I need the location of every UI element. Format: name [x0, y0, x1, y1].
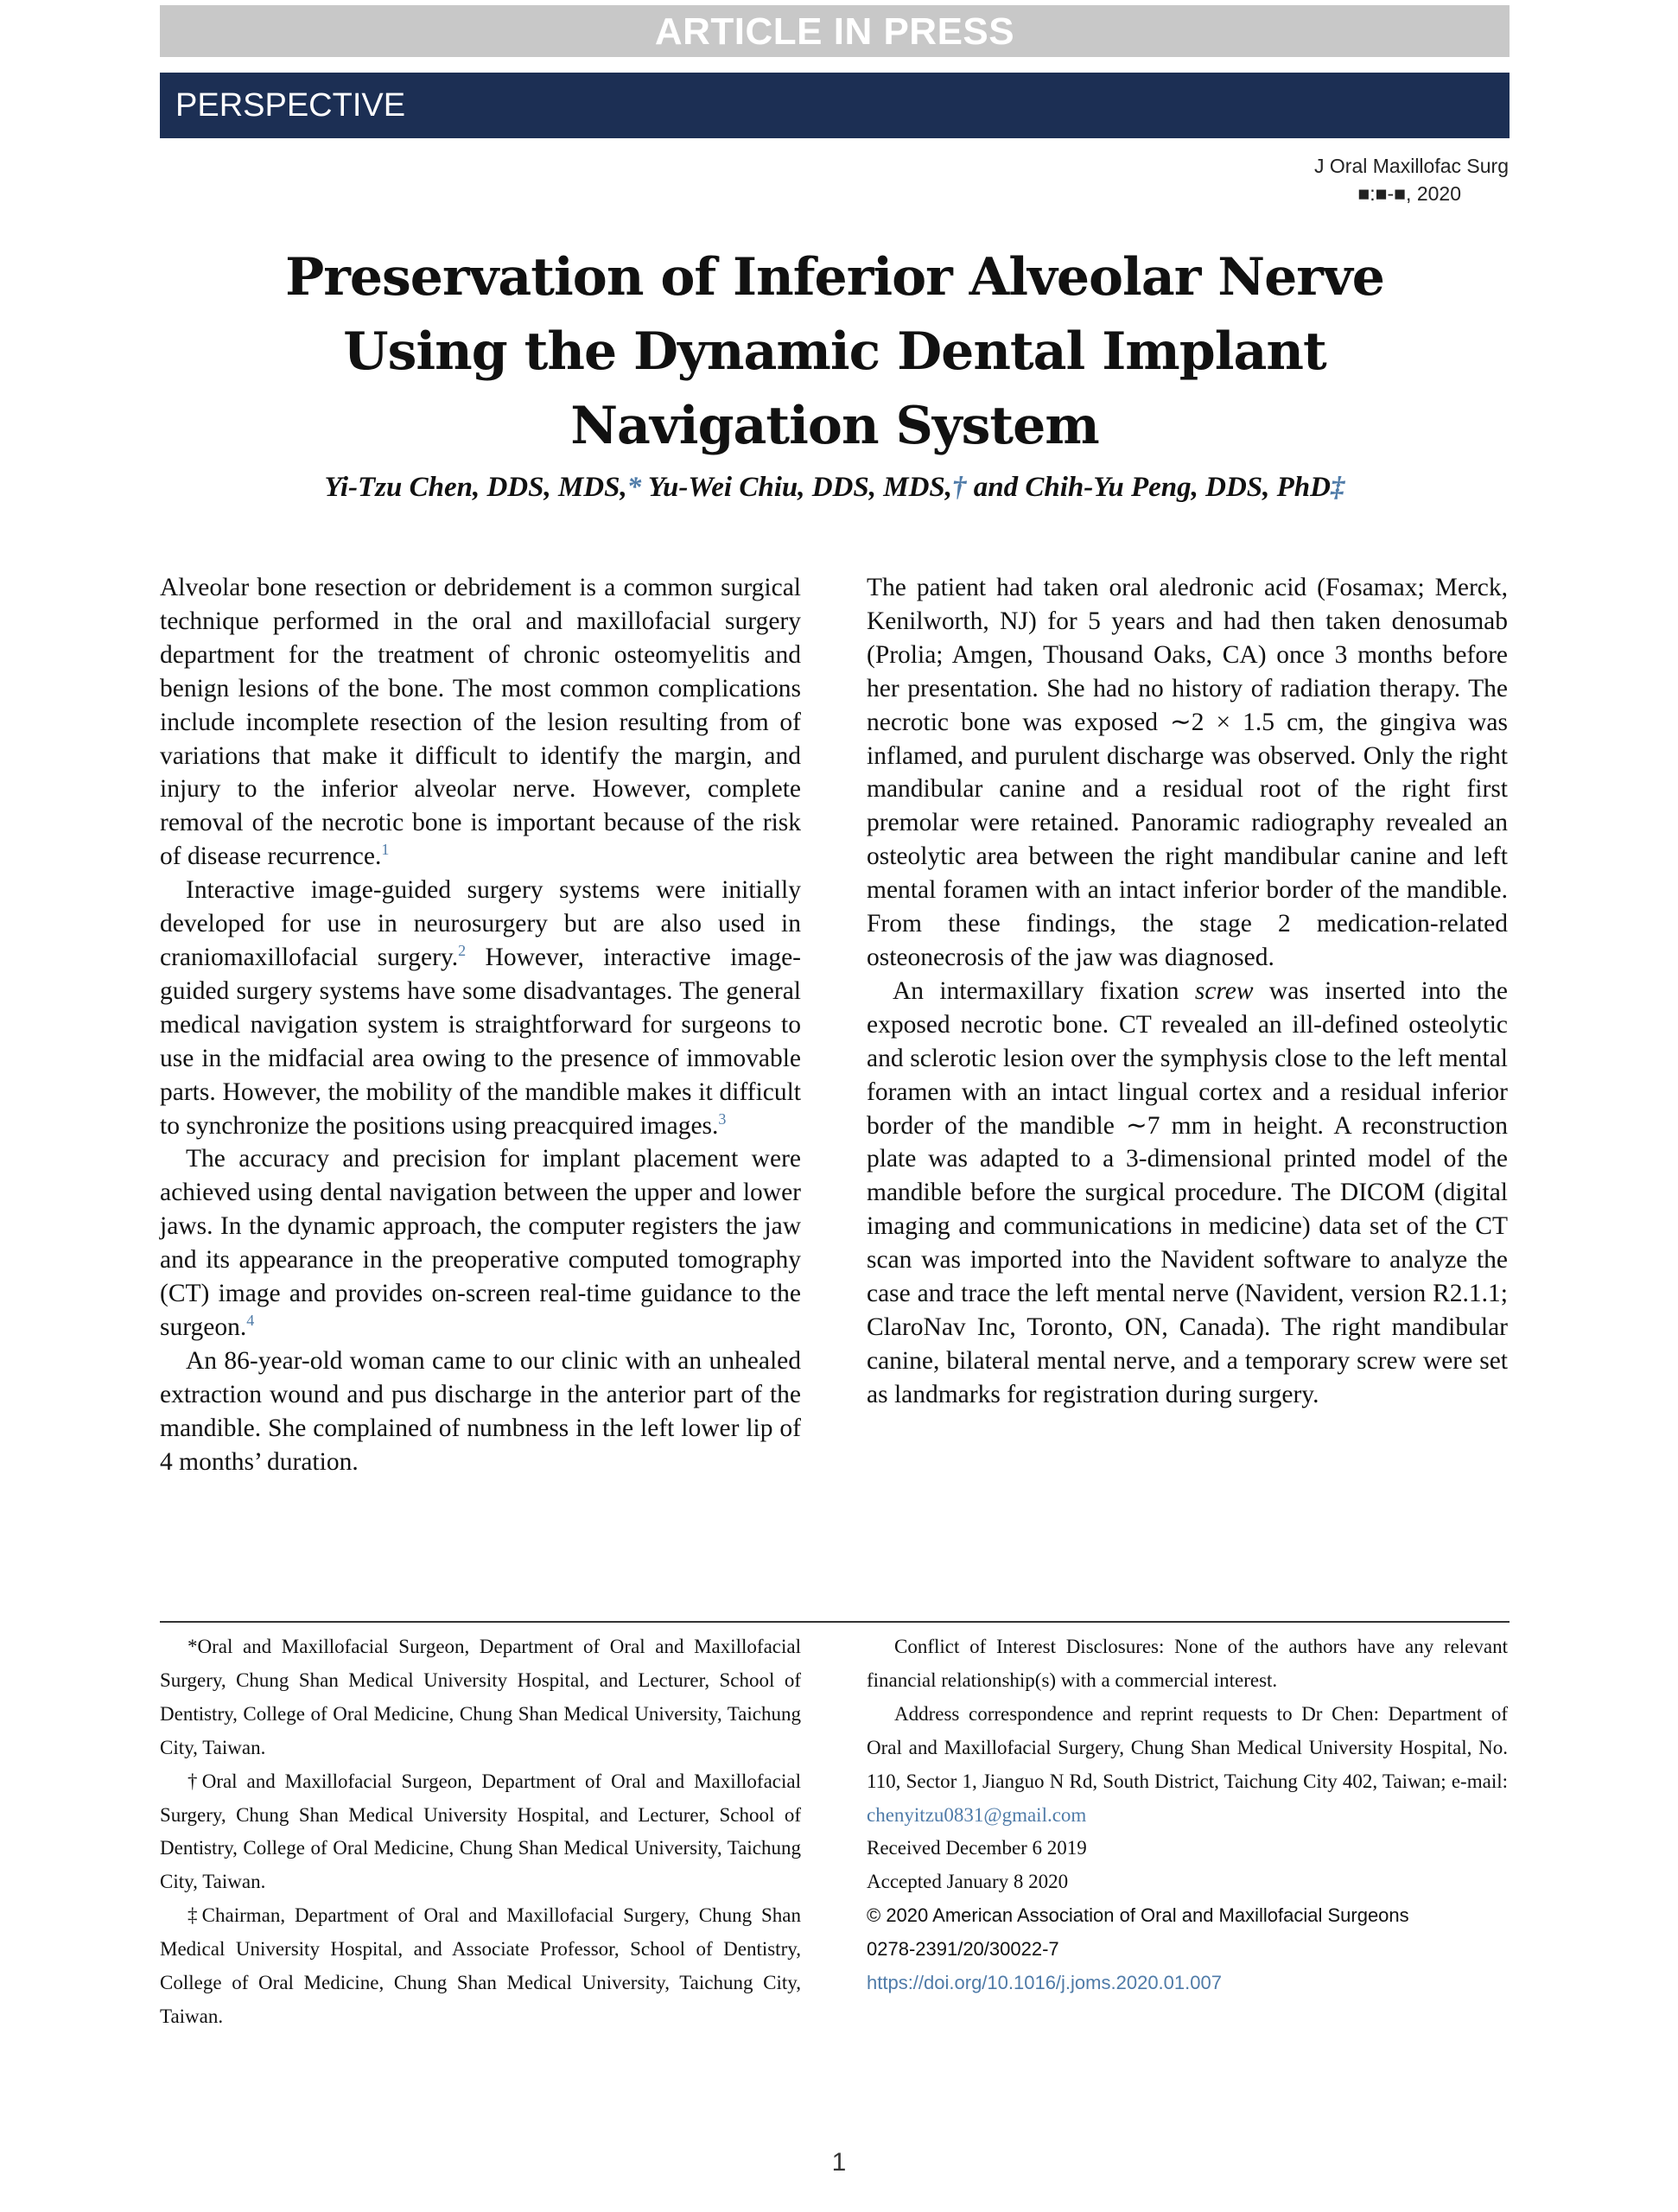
paragraph: An intermaxillary fixation screw was inserted into the exposed necrotic bone. CT revealed an ill-defined osteolytic and sclerotic lesion over the symphysis close to the left mental foramen with an intact lingual cortex and a residual inferior border of the mandible ∼7 mm in height. A reconstruction plate was adapted to a 3-dimensional printed model of the mandible before the surgical procedure. The DICOM (digital imaging and communications in medicine) data set of the CT scan was imported into the Navident software to analyze the case and trace the left mental nerve (Navident, version R2.1.1; ClaroNav Inc, Toronto, ON, Canada). The right mandibular canine, bilateral mental nerve, and a temporary screw were set as landmarks for registration during surgery.: [867, 976, 1508, 1408]
article-title: [160, 240, 1510, 463]
accepted-date: Accepted January 8 2020: [867, 1871, 1069, 1893]
copyright-line: © 2020 American Association of Oral and Maxillofacial Surgeons: [867, 1904, 1409, 1927]
page-number: 1: [831, 2148, 847, 2177]
author-name: Yi-Tzu Chen, DDS, MDS,: [324, 472, 627, 503]
title-line: Navigation System: [570, 396, 1099, 456]
title-line: Preservation of Inferior Alveolar Nerve: [285, 247, 1384, 308]
reference-link[interactable]: 2: [458, 942, 467, 960]
journal-dateline: ■:■-■, 2020: [1357, 182, 1461, 205]
paragraph: An 86-year-old woman came to our clinic with an unhealed extraction wound and pus discharge in the anterior part of the mandible. She complained of numbness in the left lower lip of 4 months’ duration.: [160, 1346, 801, 1476]
email-link[interactable]: chenyitzu0831@gmail.com: [867, 1803, 1087, 1826]
affiliation-note: †Oral and Maxillofacial Surgeon, Department of Oral and Maxillofacial Surgery, Chung Shan Medical University Hospital, and Lecturer, School of Dentistry, College of Oral Medicine, Chung Shan Medical University, Taichung City, Taiwan.: [160, 1770, 801, 1893]
author-name: and Chih-Yu Peng, DDS, PhD: [973, 472, 1331, 503]
section-label-bar: PERSPECTIVE: [160, 73, 1510, 138]
journal-info: [1314, 152, 1509, 207]
author-name: Yu-Wei Chiu, DDS, MDS,: [647, 472, 953, 503]
article-in-press-banner: ARTICLE IN PRESS: [160, 5, 1510, 57]
paragraph: Alveolar bone resection or debridement is a common surgical technique performed in the oral and maxillofacial surgery department for the treatment of chronic osteomyelitis and benign lesions of the bone. The most common complications include incomplete resection of the lesion resulting from of variations that make it difficult to identify the margin, and injury to the inferior alveolar nerve. However, complete removal of the necrotic bone is important because of the risk of disease recurrence.$^1$: [160, 574, 801, 871]
issn-line: 0278-2391/20/30022-7: [867, 1938, 1059, 1961]
paragraph: The patient had taken oral aledronic acid (Fosamax; Merck, Kenilworth, NJ) for 5 years and had then taken denosumab (Prolia; Amgen, Thousand Oaks, CA) once 3 months before her presentation. She had no history of radiation therapy. The necrotic bone was exposed ∼2 × 1.5 cm, the gingiva was inflamed, and purulent discharge was observed. Only the right mandibular canine and a residual root of the right first premolar were retained. Panoramic radiography revealed an osteolytic area between the right mandibular canine and left mental foramen with an intact inferior border of the mandible. From these findings, the stage 2 medication-related osteonecrosis of the jaw was diagnosed.: [867, 574, 1508, 971]
reference-link[interactable]: 1: [381, 841, 390, 859]
body-column-left: [160, 571, 801, 1478]
title-line: Using the Dynamic Dental Implant: [343, 321, 1326, 382]
correspondence-note: Address correspondence and reprint requests to Dr Chen: Department of Oral and Maxillofacial Surgery, Chung Shan Medical University Hospital, No. 110, Sector 1, Jianguo N Rd, South District, Taichung City 402, Taiwan; e-mail: chenyitzu0831@gmail.com: [867, 1702, 1508, 1826]
doi-link[interactable]: https://doi.org/10.1016/j.joms.2020.01.007: [867, 1972, 1222, 1994]
body-column-right: [867, 571, 1508, 1412]
reference-link[interactable]: 3: [718, 1109, 727, 1128]
affiliation-note: *Oral and Maxillofacial Surgeon, Department of Oral and Maxillofacial Surgery, Chung Shan Medical University Hospital, and Lecturer, School of Dentistry, College of Oral Medicine, Chung Shan Medical University, Taichung City, Taiwan.: [160, 1636, 801, 1758]
affiliation-link[interactable]: *: [626, 472, 642, 503]
paragraph: Interactive image-guided surgery systems were initially developed for use in neurosurgery but are also used in craniomaxillofacial surgery.$^2$ However, interactive image-guided surgery systems have some disadvantages. The general medical navigation system is straightforward for surgeons to use in the midfacial area owing to the presence of immovable parts. However, the mobility of the mandible makes it difficult to synchronize the positions using preacquired images.$^3$: [160, 876, 801, 1140]
affiliation-note: ‡Chairman, Department of Oral and Maxillofacial Surgery, Chung Shan Medical University Hospital, and Associate Professor, School of Dentistry, College of Oral Medicine, Chung Shan Medical University, Taichung City, Taiwan.: [160, 1904, 801, 2027]
emphasis-text: screw: [1194, 976, 1254, 1005]
paragraph: The accuracy and precision for implant placement were achieved using dental navigation between the upper and lower jaws. In the dynamic approach, the computer registers the jaw and its appearance in the preoperative computed tomography (CT) image and provides on-screen real-time guidance to the surgeon.$^4$: [160, 1145, 801, 1341]
affiliation-footnotes: [160, 1630, 801, 2034]
received-date: Received December 6 2019: [867, 1837, 1087, 1859]
affiliation-link[interactable]: †: [952, 472, 967, 503]
conflict-disclosure: Conflict of Interest Disclosures: None of the authors have any relevant financial relationship(s) with a commercial interest.: [867, 1636, 1508, 1691]
article-info-footnotes: [867, 1630, 1508, 2000]
author-list: [160, 472, 1510, 504]
reference-link[interactable]: 4: [246, 1312, 255, 1330]
footnote-divider: [160, 1621, 1510, 1623]
affiliation-link[interactable]: ‡: [1331, 472, 1345, 503]
journal-name: J Oral Maxillofac Surg: [1314, 155, 1509, 177]
